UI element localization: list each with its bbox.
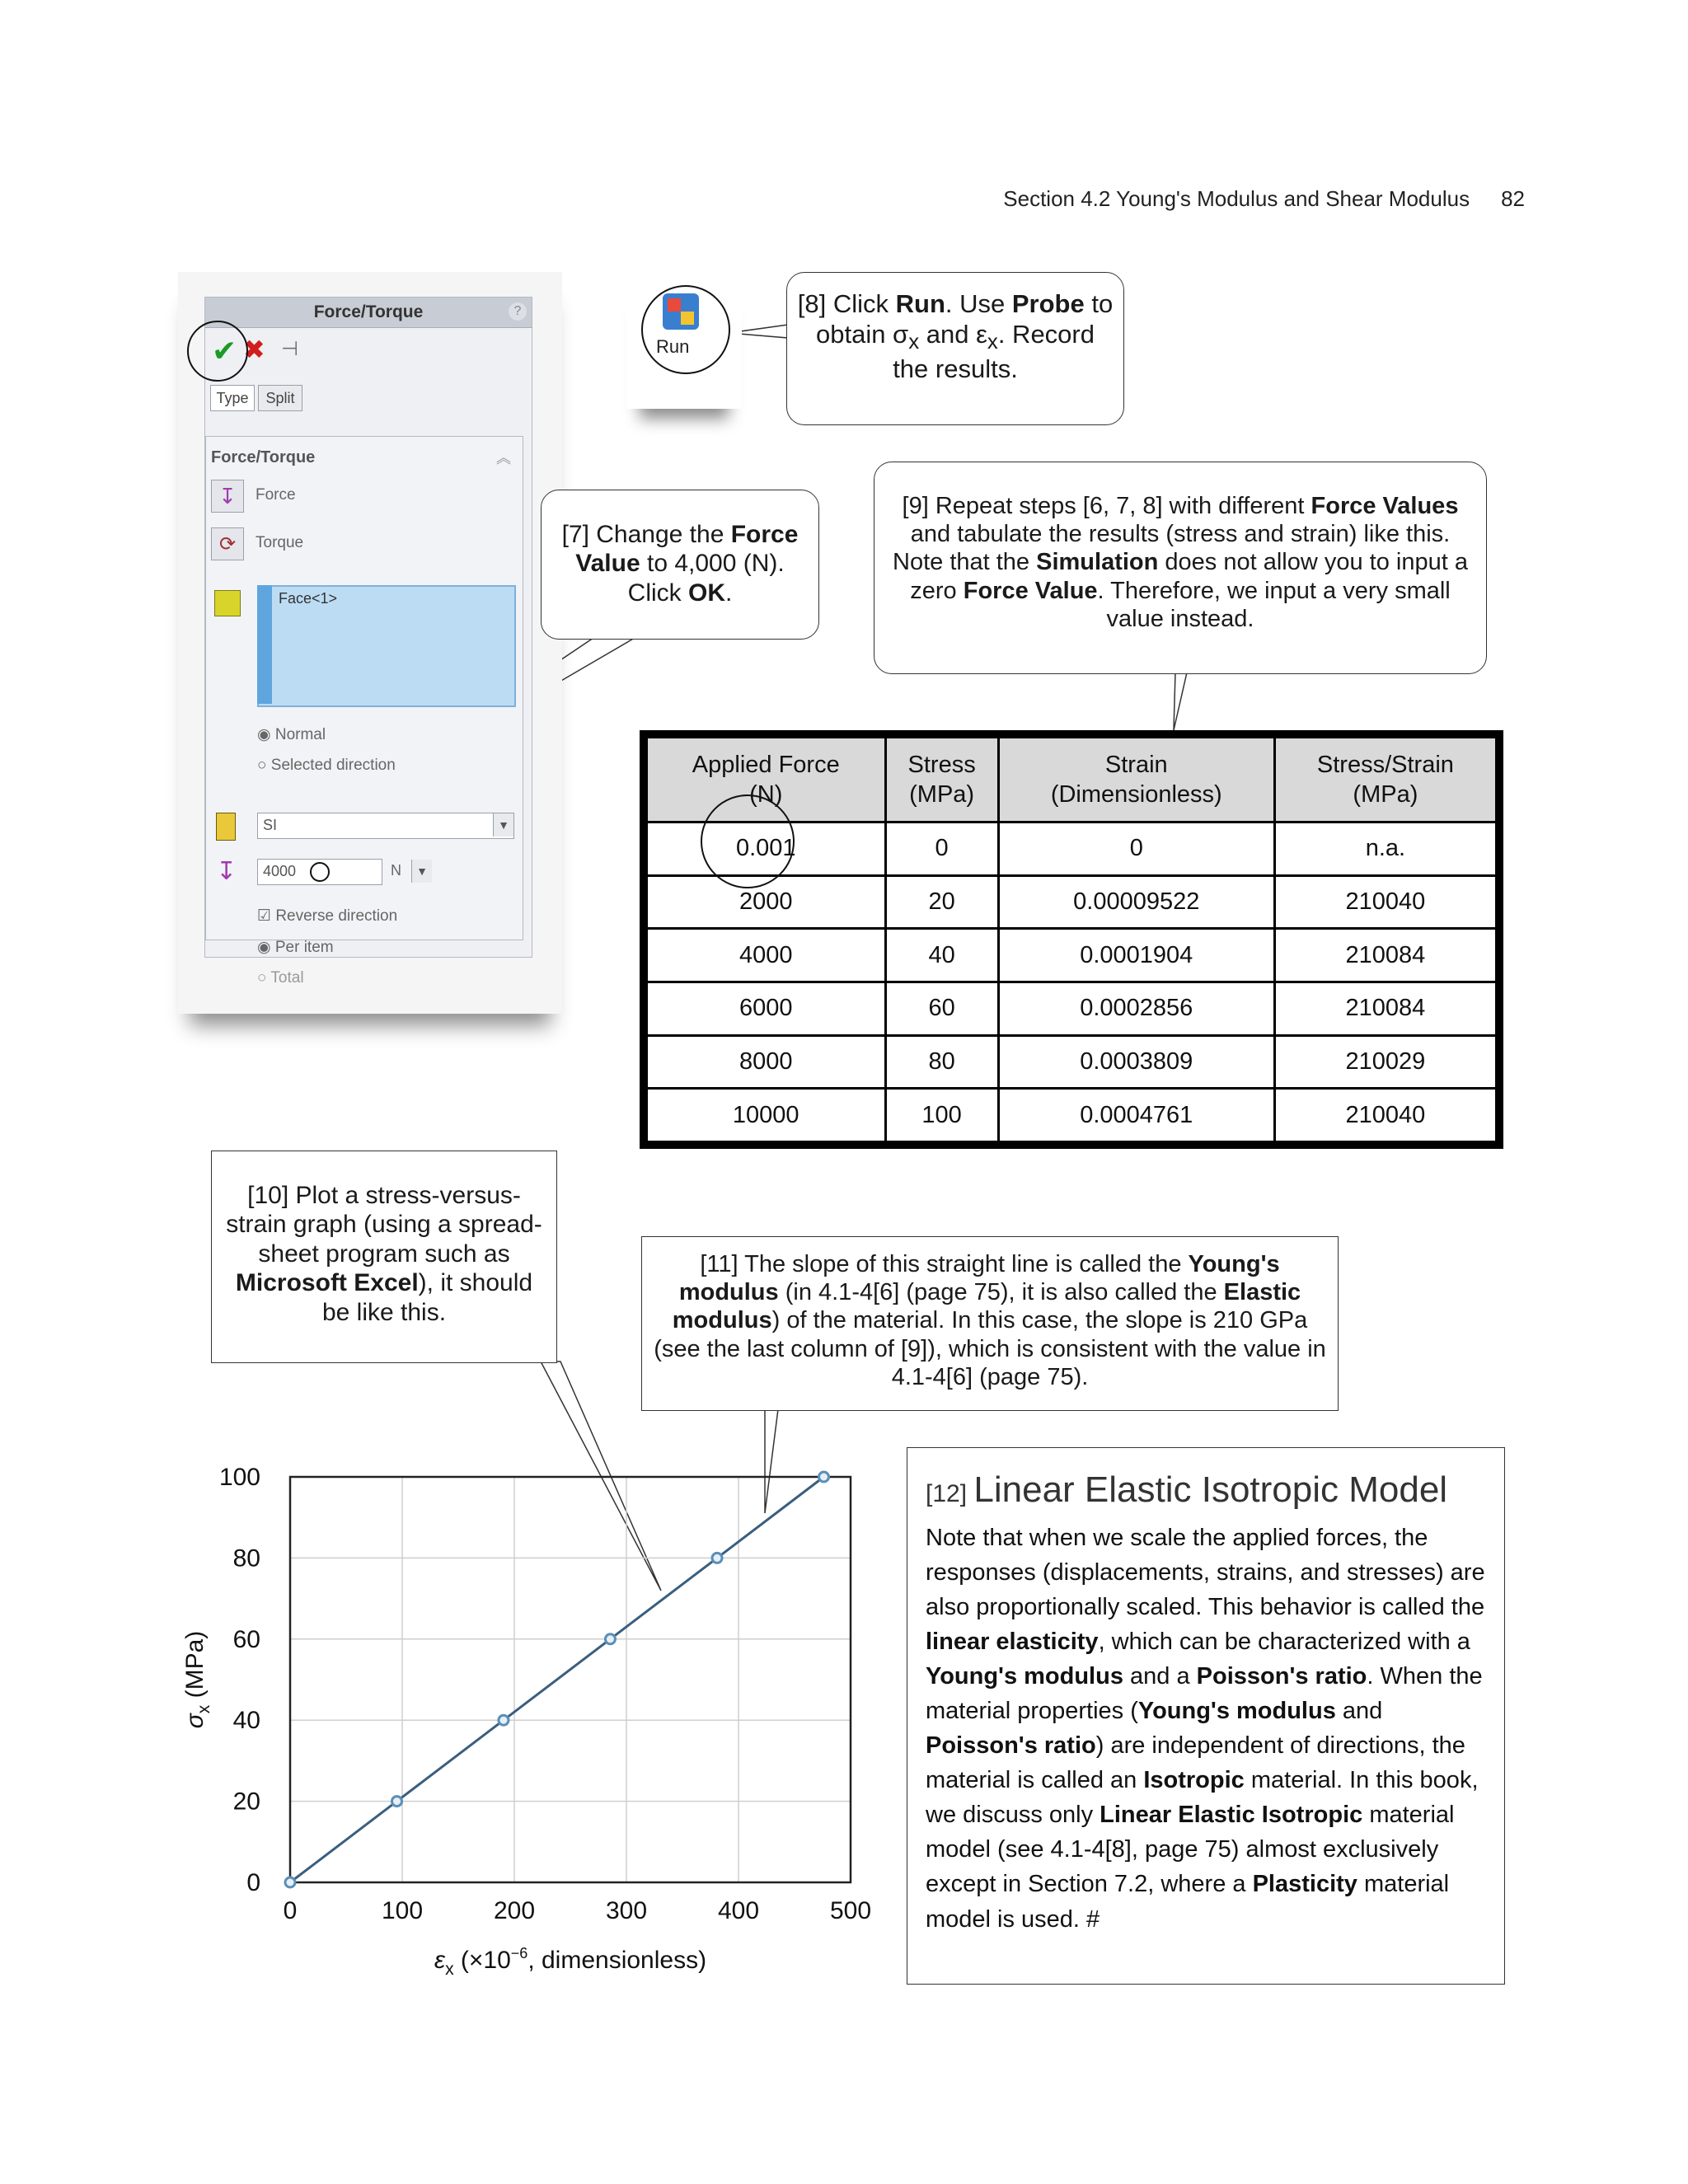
y-tick-label: 100 (218, 1464, 260, 1491)
table-cell: 210029 (1274, 1035, 1496, 1089)
section-title: Section 4.2 Young's Modulus and Shear Modulus (1003, 186, 1470, 211)
face-selection-bar (257, 585, 272, 704)
y-tick-label: 0 (246, 1869, 260, 1896)
x-tick-label: 200 (493, 1897, 536, 1924)
force-input-marker (310, 862, 330, 882)
force-arrow-icon: ↧ (218, 483, 237, 509)
table-cell: 0.0002856 (998, 982, 1274, 1035)
page-number: 82 (1501, 186, 1525, 211)
table-cell: 100 (885, 1089, 998, 1142)
y-axis-label: $\sigma_x$ (MPa) (181, 1630, 213, 1729)
data-point (818, 1472, 828, 1482)
y-tick-label: 60 (232, 1625, 260, 1653)
table-cell: 0 (885, 823, 998, 876)
table-cell: 0.0001904 (998, 929, 1274, 982)
unit-chevron-icon[interactable]: ▼ (411, 860, 432, 883)
force-value-icon: ↧ (216, 858, 237, 885)
unit-ruler-icon (216, 813, 236, 841)
table-cell: 0.0003809 (998, 1035, 1274, 1089)
force-option-button[interactable] (211, 480, 244, 513)
results-table (640, 730, 1503, 1149)
header-applied-force: Applied Force (N) (647, 738, 886, 823)
table-cell: 210040 (1274, 1089, 1496, 1142)
plot-frame (290, 1477, 851, 1882)
table-cell: 0.001 (647, 823, 886, 876)
ok-highlight-circle (187, 321, 248, 382)
unit-system-select[interactable]: SI ▼ (257, 813, 514, 839)
table-cell: 10000 (647, 1089, 886, 1142)
table-cell: 6000 (647, 982, 886, 1035)
data-point (285, 1877, 295, 1887)
table-cell: 20 (885, 875, 998, 929)
callout-11: [11] The slope of this straight line is called the Young's modulus (in 4.1-4[6] (page 75), it is also called the Elastic modulus) of the material. In this case, the slope is 210 GPa (see the last column of [9]), which is consistent with the value in 4.1-4[6] (page 75). (641, 1236, 1339, 1411)
face-item[interactable]: Face<1> (279, 590, 338, 607)
callout-7: [7] Change the Force Value to 4,000 (N). Click OK. (541, 490, 819, 640)
table-cell: 210084 (1274, 982, 1496, 1035)
run-button-screenshot (626, 277, 742, 409)
help-icon[interactable]: ? (509, 302, 527, 321)
torque-option-button[interactable] (211, 527, 244, 560)
table-cell: 0.00009522 (998, 875, 1274, 929)
table-cell: n.a. (1274, 823, 1496, 876)
force-torque-group (205, 436, 523, 987)
collapse-icon[interactable]: ︽ (496, 450, 511, 466)
pin-icon[interactable]: ⊣ (281, 338, 298, 360)
y-tick-label: 20 (232, 1788, 260, 1816)
table-cell: 2000 (647, 875, 886, 929)
x-tick-label: 300 (605, 1897, 648, 1924)
info-box-heading: [12] Linear Elastic Isotropic Model (926, 1469, 1448, 1510)
data-point (499, 1715, 509, 1725)
table-cell: 60 (885, 982, 998, 1035)
group-title: Force/Torque (211, 448, 316, 466)
option-torque-label: Torque (256, 534, 304, 551)
header-strain: Strain (Dimensionless) (998, 738, 1274, 823)
run-button[interactable]: Run (656, 336, 690, 357)
table-cell: 0 (998, 823, 1274, 876)
header-stress: Stress (MPa) (885, 738, 998, 823)
chart-grid (290, 1477, 851, 1882)
cancel-x-icon[interactable]: ✖ (243, 335, 265, 364)
data-point (392, 1797, 401, 1807)
x-tick-label: 100 (381, 1897, 424, 1924)
x-axis-label: $\varepsilon_x$ ($\times 10^{-6}$, dimensionless) (434, 1945, 707, 1979)
table-cell: 4000 (647, 929, 886, 982)
data-point (712, 1553, 722, 1563)
table-row (647, 929, 1497, 982)
table-cell: 8000 (647, 1035, 886, 1089)
force-value-input[interactable]: 4000 ▼ (257, 859, 382, 885)
radio-selected-direction[interactable]: ○ Selected direction (257, 757, 396, 774)
y-tick-label: 40 (232, 1707, 260, 1735)
table-row (647, 1035, 1497, 1089)
header-stress-strain: Stress/Strain (MPa) (1274, 738, 1496, 823)
table-cell: 0.0004761 (998, 1089, 1274, 1142)
run-highlight-circle (641, 285, 730, 374)
table-cell: 40 (885, 929, 998, 982)
min-force-highlight-circle (701, 794, 795, 888)
x-tick-label: 0 (283, 1897, 298, 1924)
radio-normal[interactable]: ◉ Normal (257, 726, 326, 743)
torque-icon: ⟳ (218, 532, 237, 555)
series-line (290, 1477, 823, 1882)
x-tick-label: 400 (717, 1897, 760, 1924)
data-point (605, 1634, 615, 1644)
radio-per-item[interactable]: ◉ Per item (257, 939, 334, 956)
table-cell: 210084 (1274, 929, 1496, 982)
reverse-direction-checkbox[interactable]: ☑ Reverse direction (257, 907, 398, 925)
y-tick-labels (219, 1464, 260, 1896)
table-cell: 80 (885, 1035, 998, 1089)
ok-check-icon[interactable]: ✔ (212, 334, 237, 368)
force-torque-panel (204, 297, 532, 987)
leader-9 (1174, 673, 1187, 730)
tab-type[interactable]: Type (210, 385, 255, 411)
table-row (647, 875, 1497, 929)
table-cell: 210040 (1274, 875, 1496, 929)
table-row (647, 1089, 1497, 1142)
callout-10: [10] Plot a stress-versus-strain graph (using a spread-sheet program such as Microsoft Excel), it should be like this. (211, 1151, 557, 1363)
table-row (647, 982, 1497, 1035)
force-unit-label: N (391, 862, 401, 879)
chevron-down-icon[interactable]: ▼ (493, 813, 513, 837)
option-force-label: Force (256, 486, 296, 504)
x-tick-labels (284, 1897, 871, 1924)
chart-svg (148, 1442, 890, 1986)
panel-title: Force/Torque (205, 298, 532, 328)
radio-total[interactable]: ○ Total (257, 969, 304, 987)
info-box-12 (907, 1447, 1505, 1985)
y-tick-label: 80 (232, 1544, 260, 1572)
face-select-icon (214, 590, 241, 616)
x-tick-label: 500 (829, 1897, 872, 1924)
info-box-body: Note that when we scale the applied forces, the responses (displacements, strains, and stresses) are also proportionally scaled. This behavior is called the linear elasticity, which can be characterized with a Young's modulus and a Poisson's ratio. When the material properties (Young's modulus and Poisson's ratio) are independent of directions, the material is called an Isotropic material. In this book, we discuss only Linear Elastic Isotropic material model (see 4.1-4[8], page 75) almost exclusively except in Section 7.2, where a Plasticity material model is used. # (926, 1525, 1485, 1933)
callout-8: [8] Click Run. Use Probe to obtain $\sigma_x$ and $\varepsilon_x$. Record the results. (786, 272, 1124, 425)
stress-strain-chart (148, 1442, 890, 1986)
callout-9: [9] Repeat steps [6, 7, 8] with different Force Values and tabulate the results (stress and strain) like this. Note that the Simulation does not allow you to input a zero Force Value. Therefore, we input a very small value instead. (874, 462, 1487, 674)
tab-split[interactable]: Split (258, 385, 302, 411)
